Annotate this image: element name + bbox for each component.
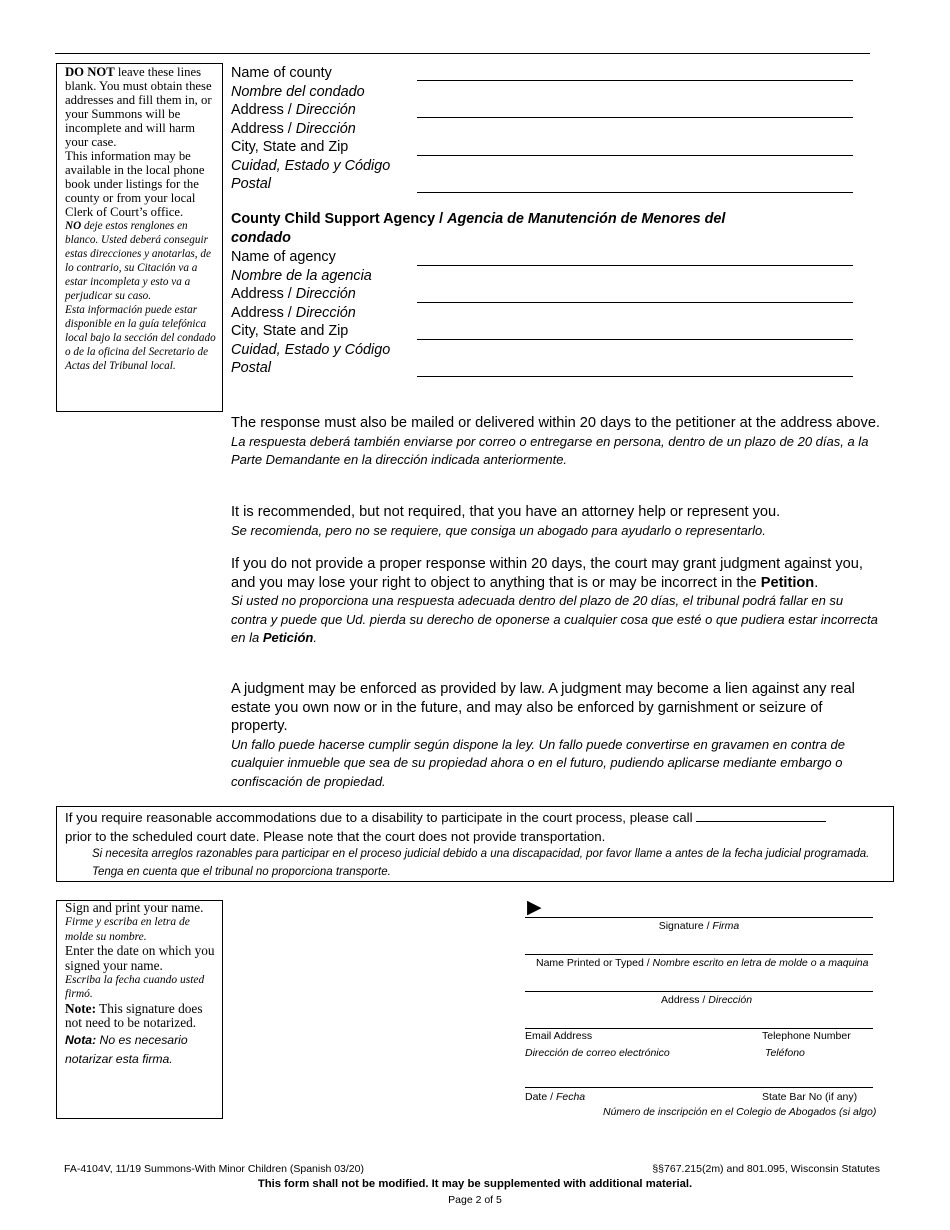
accommodation-en-line1: If you require reasonable accommodations due to a disability to participate in the court process, please call: [65, 809, 885, 828]
agency-city-field[interactable]: [417, 376, 853, 377]
bar-number-caption: State Bar No (if any): [762, 1091, 858, 1103]
date-caption: Date / Fecha: [525, 1091, 586, 1103]
note-en: Note: This signature does not need to be notarized.: [65, 1000, 203, 1031]
statute-reference: §§767.215(2m) and 801.095, Wisconsin Statutes: [652, 1163, 880, 1175]
agency-address-label: Address / Dirección: [231, 286, 356, 302]
agency-city-label: City, State and Zip Cuidad, Estado y Código Postal: [231, 323, 391, 377]
note-es: Nota: No es necesario notarizar esta firma.: [65, 1032, 188, 1066]
phone-caption: Telephone Number: [762, 1030, 851, 1042]
county-city-field[interactable]: [417, 192, 853, 193]
date-bar-field[interactable]: [525, 1087, 873, 1088]
county-address-field-2[interactable]: [417, 155, 853, 156]
page-number: Page 2 of 5: [448, 1194, 502, 1206]
accommodation-en-line2: prior to the scheduled court date. Please note that the court does not provide transportation.: [65, 828, 606, 844]
accommodation-es: Si necesita arreglos razonables para participar en el proceso judicial debido a una discapacidad, por favor llame a antes de la fecha judicial programada. Tenga en cuenta que el tribunal no proporciona transporte.: [92, 848, 870, 878]
signature-field[interactable]: [525, 917, 873, 918]
agency-name-field[interactable]: [417, 265, 853, 266]
agency-address-label-2: Address / Dirección: [231, 305, 356, 321]
sign-instructions-box: [56, 900, 223, 1119]
notice-en-2: This information may be available in the local phone book under listings for the county or from your local Clerk of Court’s office.: [65, 149, 205, 219]
printed-name-field[interactable]: [525, 954, 873, 955]
signer-address-field[interactable]: [525, 991, 873, 992]
sign-instruction-2: Enter the date on which you signed your name.: [65, 943, 215, 973]
county-address-label-2: Address / Dirección: [231, 121, 356, 137]
paragraph-judgment-enforcement: A judgment may be enforced as provided by law. A judgment may become a lien against any real estate you own now or in the future, and may also be enforced by garnishment or seizure of property. Un fallo puede hacerse cumplir según dispone la ley. Un fallo puede convertirse en gravamen en contra de cualquier inmueble que sea de su propiedad ahora o en el futuro, pudiendo aplicarse mediante embargo o confiscación de propiedad.: [231, 681, 855, 789]
form-id: FA-4104V, 11/19 Summons-With Minor Children (Spanish 03/20): [64, 1163, 364, 1175]
email-caption-es: Dirección de correo electrónico: [525, 1047, 670, 1059]
notice-es-2: Esta información puede estar disponible en la guía telefónica local bajo la sección del condado o de la oficina del Secretario de Actas del Tribunal local.: [65, 304, 216, 372]
printed-name-caption: Name Printed or Typed / Nombre escrito en letra de molde o a maquina: [536, 957, 869, 969]
accommodation-box: [56, 806, 894, 882]
email-caption: Email Address: [525, 1030, 593, 1042]
phone-caption-es: Teléfono: [765, 1047, 805, 1059]
notice-sidebar: [56, 63, 223, 412]
signature-arrow-icon: ▶: [527, 897, 542, 918]
top-rule: [55, 53, 870, 54]
agency-heading: County Child Support Agency / Agencia de Manutención de Menores del condado: [231, 211, 726, 246]
sign-instruction-1: Sign and print your name.: [65, 900, 204, 915]
signer-address-caption: Address / Dirección: [661, 994, 753, 1006]
county-address-field-1[interactable]: [417, 117, 853, 118]
agency-name-label: Name of agency Nombre de la agencia: [231, 249, 372, 284]
signature-caption: Signature / Firma: [658, 920, 740, 932]
agency-address-field-2[interactable]: [417, 339, 853, 340]
county-address-label: Address / Dirección: [231, 102, 356, 118]
sign-instruction-1-es: Firme y escriba en letra de molde su nombre.: [65, 916, 190, 943]
agency-address-field-1[interactable]: [417, 302, 853, 303]
county-name-label: Name of county Nombre del condado: [231, 65, 365, 100]
notice-en: DO NOT leave these lines blank. You must obtain these addresses and fill them in, or your Summons will be incomplete and will harm your case.: [65, 65, 212, 149]
accommodation-phone-blank[interactable]: [696, 810, 826, 822]
paragraph-mail-response: The response must also be mailed or delivered within 20 days to the petitioner at the address above. La respuesta deberá también enviarse por correo o entregarse en persona, dentro de un plazo de 20 días, a la Parte Demandante en la dirección indicada anteriormente.: [231, 415, 880, 467]
modification-notice: This form shall not be modified. It may be supplemented with additional material.: [257, 1178, 693, 1190]
sign-instruction-2-es: Escriba la fecha cuando usted firmó.: [65, 974, 205, 1001]
bar-number-caption-es: Número de inscripción en el Colegio de Abogados (si algo): [603, 1106, 877, 1118]
paragraph-attorney: It is recommended, but not required, that you have an attorney help or represent you. Se recomienda, pero no se requiere, que consiga un abogado para ayudarlo o representarlo.: [231, 504, 781, 538]
paragraph-judgment-risk: If you do not provide a proper response within 20 days, the court may grant judgment against you, and you may lose your right to object to anything that is or may be incorrect in the Petition. Si usted no proporciona una respuesta adecuada dentro del plazo de 20 días, el tribunal podrá fallar en su contra y puede que Ud. pierda su derecho de oponerse a cualquier cosa que esté o que pudiera estar incorrecta en la Petición.: [231, 556, 878, 645]
notice-es: NO deje estos renglones en blanco. Usted deberá conseguir estas direcciones y anotarlas, de lo contrario, su Citación va a estar incompleta y esto va a perjudicar su caso.: [65, 220, 211, 302]
county-name-field[interactable]: [417, 80, 853, 81]
county-city-label: City, State and Zip Cuidad, Estado y Código Postal: [231, 139, 391, 193]
